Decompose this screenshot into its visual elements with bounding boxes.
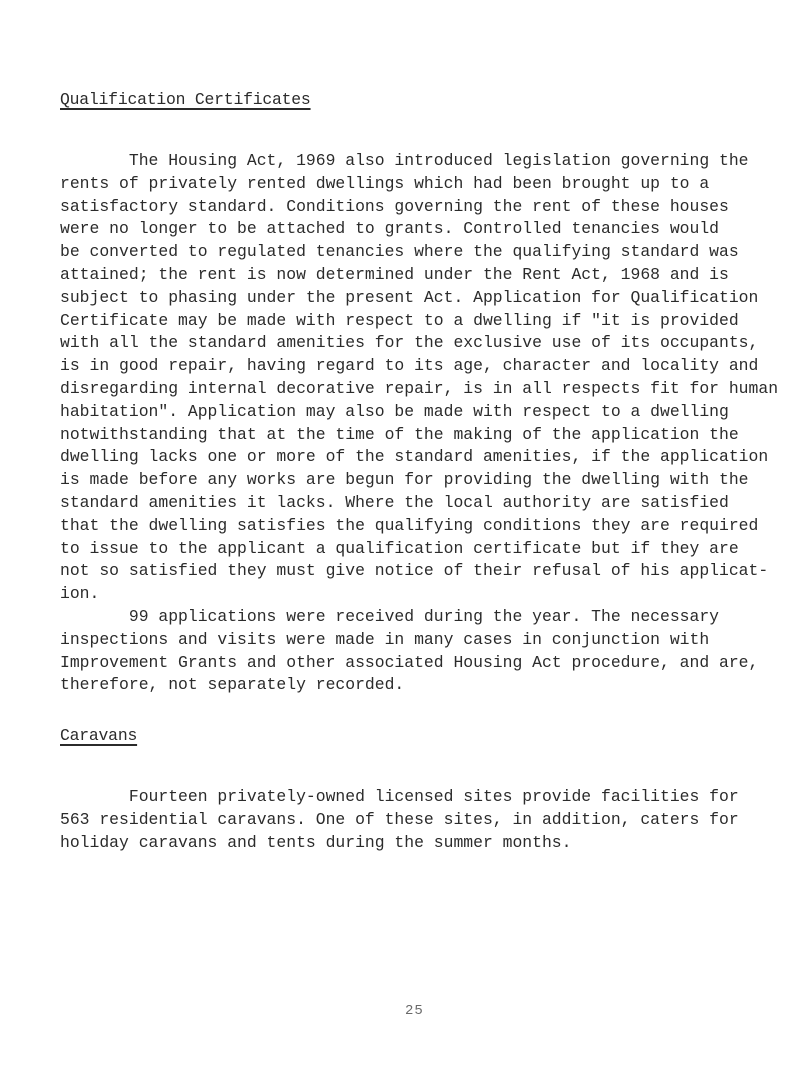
text-line: Fourteen privately-owned licensed sites provide facilities for [60,787,739,806]
text-line: inspections and visits were made in many cases in conjunction with [60,629,710,649]
text-line: Certificate may be made with respect to a dwelling if "it is provided [60,310,739,330]
text-line: that the dwelling satisfies the qualifying conditions they are required [60,515,759,535]
text-line: habitation". Application may also be made with respect to a dwelling [60,401,729,421]
paragraph-housing-act [60,150,780,606]
text-line: rents of privately rented dwellings which had been brought up to a [60,173,710,193]
text-line: The Housing Act, 1969 also introduced legislation governing the [60,151,749,170]
text-line: attained; the rent is now determined under the Rent Act, 1968 and is [60,264,729,284]
text-line: holiday caravans and tents during the summer months. [60,832,572,852]
text-line: dwelling lacks one or more of the standard amenities, if the application [60,447,769,467]
text-line: not so satisfied they must give notice of their refusal of his applicat- [60,561,769,581]
text-line: is in good repair, having regard to its age, character and locality and [60,356,759,376]
heading-qualification-certificates: Qualification Certificates [60,90,311,109]
paragraph-caravan-sites [60,786,780,854]
text-line: ion. [60,584,100,604]
text-line: 563 residential caravans. One of these sites, in addition, caters for [60,809,739,829]
text-line: subject to phasing under the present Act. Application for Qualification [60,287,759,307]
text-line: were no longer to be attached to grants. Controlled tenancies would [60,219,720,239]
text-line: to issue to the applicant a qualification certificate but if they are [60,538,739,558]
text-line: be converted to regulated tenancies where the qualifying standard was [60,242,739,262]
heading-caravans: Caravans [60,726,138,745]
text-line: with all the standard amenities for the exclusive use of its occupants, [60,333,759,353]
text-line: disregarding internal decorative repair, is in all respects fit for human [60,378,779,398]
paragraph-applications-received [60,606,780,697]
text-line: standard amenities it lacks. Where the local authority are satisfied [60,492,729,512]
text-line: Improvement Grants and other associated Housing Act procedure, and are, [60,652,759,672]
text-line: therefore, not separately recorded. [60,675,405,695]
text-line: 99 applications were received during the year. The necessary [60,607,720,626]
page-number: 25 [405,1003,424,1019]
text-line: notwithstanding that at the time of the making of the application the [60,424,739,444]
text-line: satisfactory standard. Conditions governing the rent of these houses [60,196,729,216]
text-line: is made before any works are begun for providing the dwelling with the [60,470,749,490]
